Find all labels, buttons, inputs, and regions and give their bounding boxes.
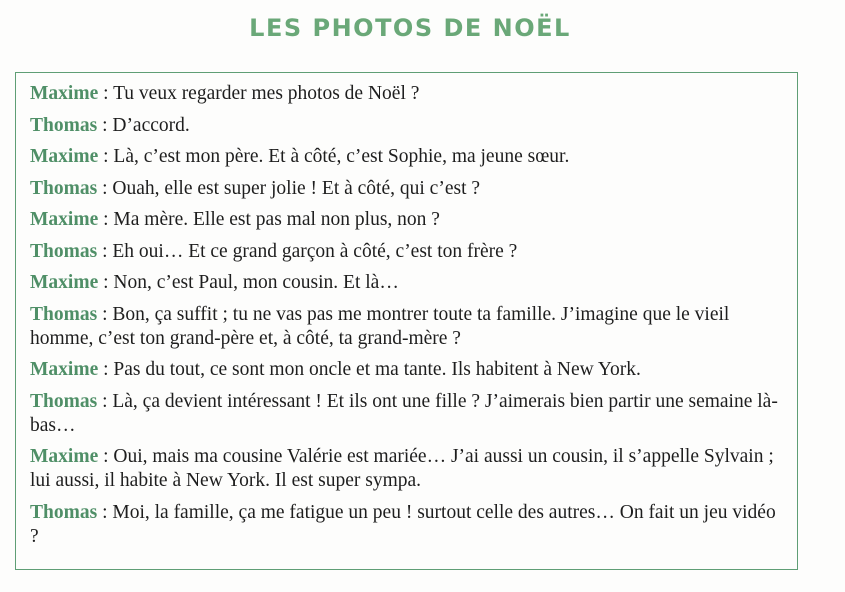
speaker-name: Thomas [30,114,98,136]
dialogue-text: Pas du tout, ce sont mon oncle et ma tante. Ils habitent à New York. [113,359,641,380]
speaker-name: Thomas [30,303,98,325]
dialogue-text: Bon, ça suffit ; tu ne vas pas me montrer toute ta famille. J’imagine que le vieil homme, c’est ton grand-père et, à côté, ta grand-mère ? [30,303,730,349]
dialogue-text: Moi, la famille, ça me fatigue un peu ! surtout celle des autres… On fait un jeu vidéo ? [30,501,776,547]
dialogue-line: Thomas : Eh oui… Et ce grand garçon à côté, c’est ton frère ? [30,240,518,262]
dialogue-text: Là, c’est mon père. Et à côté, c’est Sophie, ma jeune sœur. [113,146,570,167]
dialogue-box [15,72,798,570]
speaker-name: Maxime [30,272,99,293]
speaker-name: Maxime [30,146,99,167]
speaker-name: Thomas [30,501,98,523]
page-title: LES PHOTOS DE NOËL [249,14,571,42]
speaker-name: Thomas [30,177,98,199]
dialogue-line: Maxime : Pas du tout, ce sont mon oncle et ma tante. Ils habitent à New York. [30,359,641,380]
speaker-name: Thomas [30,390,98,412]
speaker-name: Maxime [30,359,99,380]
dialogue-text: Tu veux regarder mes photos de Noël ? [113,83,420,104]
dialogue-text: Non, c’est Paul, mon cousin. Et là… [113,272,399,293]
dialogue-text: Ma mère. Elle est pas mal non plus, non ? [113,209,440,230]
dialogue-line: Thomas : Ouah, elle est super jolie ! Et à côté, qui c’est ? [30,177,481,199]
dialogue-line: Thomas : Là, ça devient intéressant ! Et ils ont une fille ? J’aimerais bien partir une semaine là-bas… [30,390,778,436]
speaker-name: Maxime [30,209,99,230]
dialogue-line: Maxime : Ma mère. Elle est pas mal non plus, non ? [30,209,440,230]
dialogue-text: Là, ça devient intéressant ! Et ils ont une fille ? J’aimerais bien partir une semaine là-bas… [30,390,778,436]
dialogue-line: Maxime : Tu veux regarder mes photos de Noël ? [30,83,420,104]
dialogue-line: Maxime : Oui, mais ma cousine Valérie est mariée… J’ai aussi un cousin, il s’appelle Sylvain ; lui aussi, il habite à New York. Il est super sympa. [30,446,774,491]
dialogue-line: Thomas : D’accord. [30,114,190,136]
dialogue-line: Maxime : Là, c’est mon père. Et à côté, c’est Sophie, ma jeune sœur. [30,146,570,167]
dialogue-line: Thomas : Bon, ça suffit ; tu ne vas pas me montrer toute ta famille. J’imagine que le vieil homme, c’est ton grand-père et, à côté, ta grand-mère ? [30,303,730,349]
speaker-name: Maxime [30,83,99,104]
dialogue-line: Maxime : Non, c’est Paul, mon cousin. Et là… [30,272,399,293]
dialogue-text: Ouah, elle est super jolie ! Et à côté, qui c’est ? [112,177,481,199]
dialogue-text: D’accord. [112,114,190,136]
speaker-name: Thomas [30,240,98,262]
dialogue-line: Thomas : Moi, la famille, ça me fatigue un peu ! surtout celle des autres… On fait un jeu vidéo ? [30,501,776,547]
speaker-name: Maxime [30,446,99,467]
dialogue-text: Oui, mais ma cousine Valérie est mariée… J’ai aussi un cousin, il s’appelle Sylvain ; lui aussi, il habite à New York. Il est super sympa. [30,446,774,491]
dialogue-text: Eh oui… Et ce grand garçon à côté, c’est ton frère ? [112,240,518,262]
